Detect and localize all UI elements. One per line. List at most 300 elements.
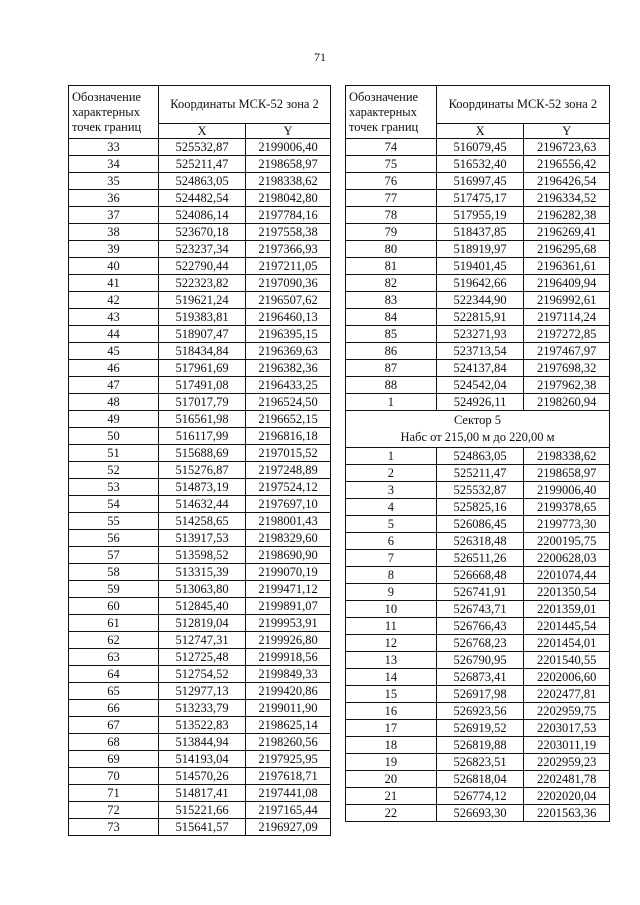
table-row (69, 700, 331, 717)
table-row (346, 601, 610, 618)
y-coordinate-cell: 2197272,85 (524, 326, 610, 343)
table-row (346, 292, 610, 309)
y-coordinate-cell: 2201074,44 (524, 567, 610, 584)
point-number-cell: 65 (69, 683, 159, 700)
x-coordinate-cell: 516561,98 (159, 411, 246, 428)
point-number-cell: 80 (346, 241, 437, 258)
sector-subtitle: Набс от 215,00 м до 220,00 м (400, 430, 555, 444)
y-coordinate-cell: 2199006,40 (524, 482, 610, 499)
point-number-cell: 33 (69, 139, 159, 156)
point-number-cell: 47 (69, 377, 159, 394)
x-coordinate-cell: 522344,90 (436, 292, 524, 309)
x-coordinate-cell: 526693,30 (436, 805, 524, 822)
x-coordinate-cell: 516997,45 (436, 173, 524, 190)
x-coordinate-cell: 519401,45 (436, 258, 524, 275)
x-coordinate-cell: 526766,43 (436, 618, 524, 635)
y-coordinate-cell: 2196556,42 (524, 156, 610, 173)
x-coordinate-cell: 526917,98 (436, 686, 524, 703)
x-coordinate-cell: 526318,48 (436, 533, 524, 550)
point-number-cell: 17 (346, 720, 437, 737)
point-number-cell: 14 (346, 669, 437, 686)
table-row (69, 683, 331, 700)
x-column-header: X (159, 124, 246, 139)
table-row (69, 394, 331, 411)
point-number-cell: 82 (346, 275, 437, 292)
point-number-cell: 58 (69, 564, 159, 581)
y-coordinate-cell: 2197962,38 (524, 377, 610, 394)
y-coordinate-cell: 2196460,13 (246, 309, 331, 326)
table-row (69, 241, 331, 258)
point-number-cell: 34 (69, 156, 159, 173)
x-coordinate-cell: 514632,44 (159, 496, 246, 513)
table-row (69, 632, 331, 649)
y-coordinate-cell: 2196723,63 (524, 139, 610, 156)
table-row (346, 139, 610, 156)
coordinates-table-right (345, 85, 610, 822)
y-coordinate-cell: 2198338,62 (524, 448, 610, 465)
point-number-cell: 18 (346, 737, 437, 754)
point-number-cell: 71 (69, 785, 159, 802)
sector-heading (346, 411, 610, 448)
y-coordinate-cell: 2199953,91 (246, 615, 331, 632)
point-number-cell: 49 (69, 411, 159, 428)
table-row (69, 564, 331, 581)
sector-heading-row (346, 411, 610, 448)
x-coordinate-cell: 512725,48 (159, 649, 246, 666)
left-table-body (69, 86, 331, 836)
table-row (346, 805, 610, 822)
x-coordinate-cell: 525211,47 (436, 465, 524, 482)
y-coordinate-cell: 2201563,36 (524, 805, 610, 822)
table-row (346, 584, 610, 601)
x-coordinate-cell: 524863,05 (436, 448, 524, 465)
point-number-cell: 37 (69, 207, 159, 224)
table-row (346, 788, 610, 805)
x-coordinate-cell: 518919,97 (436, 241, 524, 258)
table-row (69, 615, 331, 632)
table-row (69, 275, 331, 292)
point-number-cell: 52 (69, 462, 159, 479)
x-coordinate-cell: 526819,88 (436, 737, 524, 754)
table-row (346, 465, 610, 482)
y-coordinate-cell: 2197114,24 (524, 309, 610, 326)
table-row (346, 499, 610, 516)
point-number-cell: 53 (69, 479, 159, 496)
y-coordinate-cell: 2202020,04 (524, 788, 610, 805)
x-coordinate-cell: 513233,79 (159, 700, 246, 717)
table-row (346, 567, 610, 584)
y-coordinate-cell: 2196816,18 (246, 428, 331, 445)
table-row (69, 343, 331, 360)
point-number-cell: 39 (69, 241, 159, 258)
point-number-cell: 61 (69, 615, 159, 632)
x-coordinate-cell: 523670,18 (159, 224, 246, 241)
y-coordinate-cell: 2197524,12 (246, 479, 331, 496)
x-coordinate-cell: 526668,48 (436, 567, 524, 584)
point-number-cell: 15 (346, 686, 437, 703)
y-coordinate-cell: 2198001,43 (246, 513, 331, 530)
point-number-cell: 84 (346, 309, 437, 326)
sector-title: Сектор 5 (453, 413, 502, 428)
point-number-cell: 85 (346, 326, 437, 343)
table-row (69, 819, 331, 836)
table-row (69, 156, 331, 173)
table-row (69, 224, 331, 241)
table-row (69, 666, 331, 683)
point-number-cell: 55 (69, 513, 159, 530)
point-number-cell: 6 (346, 533, 437, 550)
y-coordinate-cell: 2199926,80 (246, 632, 331, 649)
y-coordinate-cell: 2201540,55 (524, 652, 610, 669)
x-coordinate-cell: 513522,83 (159, 717, 246, 734)
point-number-cell: 19 (346, 754, 437, 771)
y-coordinate-cell: 2197366,93 (246, 241, 331, 258)
table-row (69, 598, 331, 615)
x-coordinate-cell: 522323,82 (159, 275, 246, 292)
point-number-cell: 1 (346, 394, 437, 411)
point-number-cell: 60 (69, 598, 159, 615)
table-row (69, 768, 331, 785)
y-column-header: Y (524, 124, 610, 139)
point-number-cell: 10 (346, 601, 437, 618)
y-coordinate-cell: 2202481,78 (524, 771, 610, 788)
table-row (346, 190, 610, 207)
point-number-cell: 13 (346, 652, 437, 669)
table-row (346, 652, 610, 669)
table-row (69, 547, 331, 564)
table-row (69, 751, 331, 768)
point-number-cell: 9 (346, 584, 437, 601)
x-coordinate-cell: 523237,34 (159, 241, 246, 258)
table-row (69, 530, 331, 547)
table-row (69, 258, 331, 275)
table-row (69, 326, 331, 343)
y-coordinate-cell: 2202477,81 (524, 686, 610, 703)
y-coordinate-cell: 2197211,05 (246, 258, 331, 275)
x-coordinate-cell: 514873,19 (159, 479, 246, 496)
y-coordinate-cell: 2196369,63 (246, 343, 331, 360)
point-number-cell: 64 (69, 666, 159, 683)
table-row (346, 686, 610, 703)
coordinates-header: Координаты МСК-52 зона 2 (159, 86, 331, 124)
table-row (346, 258, 610, 275)
designation-header: Обозначение характерных точек границ (346, 86, 437, 139)
y-coordinate-cell: 2196382,36 (246, 360, 331, 377)
x-coordinate-cell: 526873,41 (436, 669, 524, 686)
x-coordinate-cell: 519621,24 (159, 292, 246, 309)
header-row (69, 86, 331, 124)
y-coordinate-cell: 2198690,90 (246, 547, 331, 564)
y-coordinate-cell: 2199849,33 (246, 666, 331, 683)
point-number-cell: 51 (69, 445, 159, 462)
point-number-cell: 1 (346, 448, 437, 465)
x-coordinate-cell: 517955,19 (436, 207, 524, 224)
x-coordinate-cell: 524086,14 (159, 207, 246, 224)
x-coordinate-cell: 526743,71 (436, 601, 524, 618)
x-coordinate-cell: 526919,52 (436, 720, 524, 737)
x-coordinate-cell: 526774,12 (436, 788, 524, 805)
x-coordinate-cell: 515641,57 (159, 819, 246, 836)
point-number-cell: 75 (346, 156, 437, 173)
point-number-cell: 44 (69, 326, 159, 343)
coordinates-table-left (68, 85, 331, 836)
y-coordinate-cell: 2199006,40 (246, 139, 331, 156)
table-row (346, 309, 610, 326)
table-row (69, 734, 331, 751)
y-coordinate-cell: 2196507,62 (246, 292, 331, 309)
x-coordinate-cell: 522815,91 (436, 309, 524, 326)
x-coordinate-cell: 515276,87 (159, 462, 246, 479)
x-coordinate-cell: 525532,87 (159, 139, 246, 156)
y-coordinate-cell: 2199378,65 (524, 499, 610, 516)
x-coordinate-cell: 513315,39 (159, 564, 246, 581)
y-coordinate-cell: 2200628,03 (524, 550, 610, 567)
y-coordinate-cell: 2199471,12 (246, 581, 331, 598)
y-coordinate-cell: 2197467,97 (524, 343, 610, 360)
y-coordinate-cell: 2198338,62 (246, 173, 331, 190)
table-row (69, 411, 331, 428)
table-row (69, 581, 331, 598)
y-coordinate-cell: 2197558,38 (246, 224, 331, 241)
point-number-cell: 77 (346, 190, 437, 207)
point-number-cell: 83 (346, 292, 437, 309)
point-number-cell: 40 (69, 258, 159, 275)
y-coordinate-cell: 2202006,60 (524, 669, 610, 686)
point-number-cell: 68 (69, 734, 159, 751)
y-coordinate-cell: 2197165,44 (246, 802, 331, 819)
x-coordinate-cell: 516532,40 (436, 156, 524, 173)
table-row (346, 394, 610, 411)
page-number: 71 (314, 50, 326, 64)
y-coordinate-cell: 2196395,15 (246, 326, 331, 343)
header-row (346, 86, 610, 124)
y-coordinate-cell: 2201445,54 (524, 618, 610, 635)
x-coordinate-cell: 512754,52 (159, 666, 246, 683)
y-coordinate-cell: 2197090,36 (246, 275, 331, 292)
y-coordinate-cell: 2202959,75 (524, 703, 610, 720)
x-coordinate-cell: 524926,11 (436, 394, 524, 411)
table-row (69, 496, 331, 513)
y-coordinate-cell: 2196282,38 (524, 207, 610, 224)
table-row (69, 377, 331, 394)
table-row (346, 343, 610, 360)
table-row (69, 292, 331, 309)
point-number-cell: 36 (69, 190, 159, 207)
point-number-cell: 54 (69, 496, 159, 513)
table-row (346, 448, 610, 465)
point-number-cell: 7 (346, 550, 437, 567)
y-coordinate-cell: 2203017,53 (524, 720, 610, 737)
y-coordinate-cell: 2197784,16 (246, 207, 331, 224)
y-coordinate-cell: 2196433,25 (246, 377, 331, 394)
x-coordinate-cell: 514193,04 (159, 751, 246, 768)
point-number-cell: 70 (69, 768, 159, 785)
point-number-cell: 42 (69, 292, 159, 309)
x-coordinate-cell: 512977,13 (159, 683, 246, 700)
table-row (69, 462, 331, 479)
point-number-cell: 72 (69, 802, 159, 819)
point-number-cell: 62 (69, 632, 159, 649)
point-number-cell: 11 (346, 618, 437, 635)
table-row (346, 516, 610, 533)
point-number-cell: 57 (69, 547, 159, 564)
point-number-cell: 86 (346, 343, 437, 360)
y-coordinate-cell: 2201359,01 (524, 601, 610, 618)
y-coordinate-cell: 2198625,14 (246, 717, 331, 734)
x-coordinate-cell: 526086,45 (436, 516, 524, 533)
x-coordinate-cell: 513844,94 (159, 734, 246, 751)
x-coordinate-cell: 517961,69 (159, 360, 246, 377)
point-number-cell: 43 (69, 309, 159, 326)
right-table-body (346, 86, 610, 822)
table-row (346, 771, 610, 788)
y-coordinate-cell: 2196524,50 (246, 394, 331, 411)
y-coordinate-cell: 2202959,23 (524, 754, 610, 771)
x-coordinate-cell: 518434,84 (159, 343, 246, 360)
x-coordinate-cell: 518907,47 (159, 326, 246, 343)
x-coordinate-cell: 517491,08 (159, 377, 246, 394)
y-coordinate-cell: 2196426,54 (524, 173, 610, 190)
point-number-cell: 48 (69, 394, 159, 411)
y-coordinate-cell: 2196652,15 (246, 411, 331, 428)
table-row (346, 754, 610, 771)
designation-header: Обозначение характерных точек границ (69, 86, 159, 139)
table-row (346, 224, 610, 241)
y-coordinate-cell: 2198260,94 (524, 394, 610, 411)
x-coordinate-cell: 513063,80 (159, 581, 246, 598)
y-coordinate-cell: 2196927,09 (246, 819, 331, 836)
table-row (346, 703, 610, 720)
x-coordinate-cell: 524137,84 (436, 360, 524, 377)
y-coordinate-cell: 2197618,71 (246, 768, 331, 785)
x-coordinate-cell: 524542,04 (436, 377, 524, 394)
table-row (346, 533, 610, 550)
table-row (346, 241, 610, 258)
table-row (346, 482, 610, 499)
y-coordinate-cell: 2196992,61 (524, 292, 610, 309)
point-number-cell: 4 (346, 499, 437, 516)
x-coordinate-cell: 514817,41 (159, 785, 246, 802)
y-coordinate-cell: 2198042,80 (246, 190, 331, 207)
table-row (69, 360, 331, 377)
x-coordinate-cell: 516079,45 (436, 139, 524, 156)
table-row (346, 377, 610, 394)
x-coordinate-cell: 519642,66 (436, 275, 524, 292)
point-number-cell: 35 (69, 173, 159, 190)
table-row (346, 669, 610, 686)
table-row (69, 173, 331, 190)
point-number-cell: 69 (69, 751, 159, 768)
table-row (346, 720, 610, 737)
coordinates-header: Координаты МСК-52 зона 2 (436, 86, 609, 124)
table-row (346, 360, 610, 377)
x-coordinate-cell: 518437,85 (436, 224, 524, 241)
y-coordinate-cell: 2197698,32 (524, 360, 610, 377)
table-row (69, 802, 331, 819)
y-coordinate-cell: 2198260,56 (246, 734, 331, 751)
table-row (69, 785, 331, 802)
x-coordinate-cell: 512747,31 (159, 632, 246, 649)
y-coordinate-cell: 2199891,07 (246, 598, 331, 615)
point-number-cell: 46 (69, 360, 159, 377)
point-number-cell: 78 (346, 207, 437, 224)
table-row (69, 445, 331, 462)
table-row (69, 649, 331, 666)
y-coordinate-cell: 2203011,19 (524, 737, 610, 754)
point-number-cell: 22 (346, 805, 437, 822)
table-row (69, 513, 331, 530)
table-row (69, 717, 331, 734)
point-number-cell: 5 (346, 516, 437, 533)
x-coordinate-cell: 523271,93 (436, 326, 524, 343)
y-coordinate-cell: 2196269,41 (524, 224, 610, 241)
y-coordinate-cell: 2196334,52 (524, 190, 610, 207)
x-coordinate-cell: 526511,26 (436, 550, 524, 567)
x-coordinate-cell: 526790,95 (436, 652, 524, 669)
x-coordinate-cell: 526818,04 (436, 771, 524, 788)
table-row (69, 207, 331, 224)
point-number-cell: 87 (346, 360, 437, 377)
y-coordinate-cell: 2200195,75 (524, 533, 610, 550)
y-coordinate-cell: 2197248,89 (246, 462, 331, 479)
table-row (346, 550, 610, 567)
table-row (69, 190, 331, 207)
table-row (346, 737, 610, 754)
x-coordinate-cell: 524482,54 (159, 190, 246, 207)
point-number-cell: 16 (346, 703, 437, 720)
y-coordinate-cell: 2199011,90 (246, 700, 331, 717)
x-coordinate-cell: 526741,91 (436, 584, 524, 601)
y-coordinate-cell: 2196295,68 (524, 241, 610, 258)
x-coordinate-cell: 512845,40 (159, 598, 246, 615)
point-number-cell: 21 (346, 788, 437, 805)
x-coordinate-cell: 525532,87 (436, 482, 524, 499)
y-coordinate-cell: 2201350,54 (524, 584, 610, 601)
point-number-cell: 3 (346, 482, 437, 499)
table-row (69, 139, 331, 156)
point-number-cell: 73 (69, 819, 159, 836)
table-row (346, 326, 610, 343)
x-coordinate-cell: 526923,56 (436, 703, 524, 720)
y-coordinate-cell: 2197015,52 (246, 445, 331, 462)
y-coordinate-cell: 2198658,97 (524, 465, 610, 482)
table-row (346, 618, 610, 635)
y-coordinate-cell: 2198658,97 (246, 156, 331, 173)
x-coordinate-cell: 512819,04 (159, 615, 246, 632)
point-number-cell: 12 (346, 635, 437, 652)
y-coordinate-cell: 2197441,08 (246, 785, 331, 802)
y-column-header: Y (246, 124, 331, 139)
x-coordinate-cell: 515688,69 (159, 445, 246, 462)
y-coordinate-cell: 2199420,86 (246, 683, 331, 700)
point-number-cell: 76 (346, 173, 437, 190)
point-number-cell: 63 (69, 649, 159, 666)
y-coordinate-cell: 2197697,10 (246, 496, 331, 513)
x-coordinate-cell: 524863,05 (159, 173, 246, 190)
point-number-cell: 56 (69, 530, 159, 547)
y-coordinate-cell: 2199070,19 (246, 564, 331, 581)
point-number-cell: 20 (346, 771, 437, 788)
x-coordinate-cell: 514258,65 (159, 513, 246, 530)
x-coordinate-cell: 526768,23 (436, 635, 524, 652)
point-number-cell: 8 (346, 567, 437, 584)
x-coordinate-cell: 523713,54 (436, 343, 524, 360)
point-number-cell: 38 (69, 224, 159, 241)
point-number-cell: 79 (346, 224, 437, 241)
point-number-cell: 66 (69, 700, 159, 717)
table-row (346, 275, 610, 292)
x-coordinate-cell: 515221,66 (159, 802, 246, 819)
